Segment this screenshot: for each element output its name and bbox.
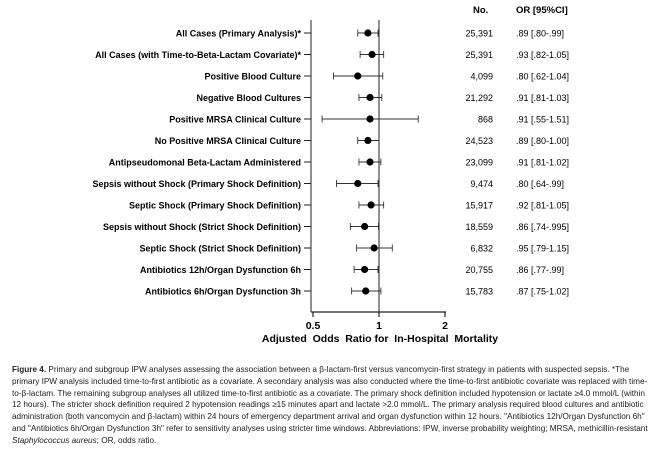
row-n: 25,391 (465, 50, 493, 60)
row-label: Sepsis without Shock (Strict Shock Definition) (102, 222, 301, 232)
row-or-ci: .80 [.62-1.04] (516, 71, 570, 82)
x-tick-label: 0.5 (305, 320, 321, 332)
point-estimate (354, 180, 361, 187)
row-or-ci: .86 [.77-.99] (516, 265, 565, 275)
point-estimate (354, 72, 361, 79)
row-or-ci: .93 [.82-1.05] (516, 50, 570, 60)
header-no: No. (473, 5, 489, 16)
row-or-ci: .87 [.75-1.02] (516, 286, 570, 297)
row-n: 20,755 (465, 265, 493, 275)
point-estimate (366, 158, 373, 165)
row-n: 15,783 (465, 286, 493, 297)
caption-italic-term: Staphylococcus aureus (12, 435, 97, 445)
x-axis-ticks (306, 312, 448, 332)
row-n: 15,917 (465, 200, 493, 211)
row-label: Septic Shock (Primary Shock Definition) (128, 200, 301, 211)
figure-caption (12, 364, 652, 447)
row-label: Septic Shock (Strict Shock Definition) (139, 243, 301, 254)
row-n: 21,292 (465, 93, 493, 103)
row-or-ci: .80 [.64-.99] (516, 179, 565, 189)
point-estimate (371, 244, 378, 251)
row-label: Antipseudomonal Beta-Lactam Administered (108, 157, 301, 168)
row-or-ci: .89 [.80-1.00] (516, 136, 570, 146)
row-or-ci: .91 [.81-1.03] (516, 93, 570, 103)
x-axis-label: Adjusted Odds Ratio for In-Hospital Mortality (261, 333, 499, 345)
caption-text-end: ; OR, odds ratio. (96, 435, 157, 445)
point-estimate (362, 287, 369, 294)
row-n: 9,474 (470, 179, 493, 189)
row-or-ci: .92 [.81-1.05] (516, 200, 570, 211)
row-n: 25,391 (465, 28, 493, 39)
row-or-ci: .95 [.79-1.15] (516, 243, 570, 254)
row-label: Antibiotics 12h/Organ Dysfunction 6h (139, 265, 301, 275)
row-label: No Positive MRSA Clinical Culture (154, 136, 301, 146)
row-label: Sepsis without Shock (Primary Shock Definition) (92, 179, 301, 189)
x-tick-label: 1 (376, 320, 382, 332)
header-or-ci: OR [95%CI] (516, 5, 568, 16)
row-or-ci: .86 [.74-.995] (516, 222, 570, 232)
row-labels (92, 20, 311, 312)
row-n: 6,832 (470, 243, 493, 254)
row-label: Negative Blood Cultures (196, 93, 301, 103)
row-or-ci: .89 [.80-.99] (516, 28, 565, 39)
row-label: Positive MRSA Clinical Culture (169, 114, 301, 125)
point-estimate (368, 51, 375, 58)
row-label: Antibiotics 6h/Organ Dysfunction 3h (144, 286, 301, 297)
point-estimate (361, 266, 368, 273)
point-estimate (366, 115, 373, 122)
point-estimate (364, 29, 371, 36)
plot-marks (322, 29, 418, 294)
row-n: 4,099 (470, 71, 493, 82)
row-label: Positive Blood Culture (204, 71, 301, 82)
point-estimate (366, 94, 373, 101)
row-n: 24,523 (465, 136, 493, 146)
n-column (465, 29, 493, 297)
row-label: All Cases (with Time-to-Beta-Lactam Covariate)* (95, 50, 301, 60)
row-n: 18,559 (465, 222, 493, 232)
point-estimate (361, 223, 368, 230)
caption-text: Primary and subgroup IPW analyses assessing the association between a β-lactam-first versus vancomycin-first strategy in patients with suspected sepsis. *The primary IPW analysis included time-to-first antibiotic as a covariate. A secondary analysis was also conducted where the time-to-first antibiotic covariate was replaced with time-to-β-lactam. The remaining subgroup analyses all utilized time-to-first antibiotic as a covariate. The primary shock definition included hypotension or lactate ≥4.0 mmol/L (within 12 hours). The stricter shock definition required 2 hypotension readings ≥15 minutes apart and lactate >2.0 mmol/L. The primary analysis required blood cultures and antibiotic administration (both vancomycin and β-lactam) within 24 hours of emergency department arrival and organ dysfunction within 12 hours. "Antibiotics 12h/Organ Dysfunction 6h" and "Antibiotics 6h/Organ Dysfunction 3h" refer to sensitivity analyses using stricter time windows. Abbreviations: IPW, inverse probability weighting; MRSA, methicillin-resistant (12, 365, 648, 433)
row-label: All Cases (Primary Analysis)* (175, 28, 301, 39)
x-tick-label: 2 (442, 320, 448, 332)
row-or-ci: .91 [.55-1.51] (516, 114, 570, 125)
row-n: 23,099 (465, 157, 493, 168)
row-or-ci: .91 [.81-1.02] (516, 157, 570, 168)
or-column (516, 29, 569, 297)
point-estimate (367, 201, 374, 208)
figure-label: Figure 4. (12, 365, 47, 374)
point-estimate (364, 137, 371, 144)
row-n: 868 (477, 114, 493, 125)
